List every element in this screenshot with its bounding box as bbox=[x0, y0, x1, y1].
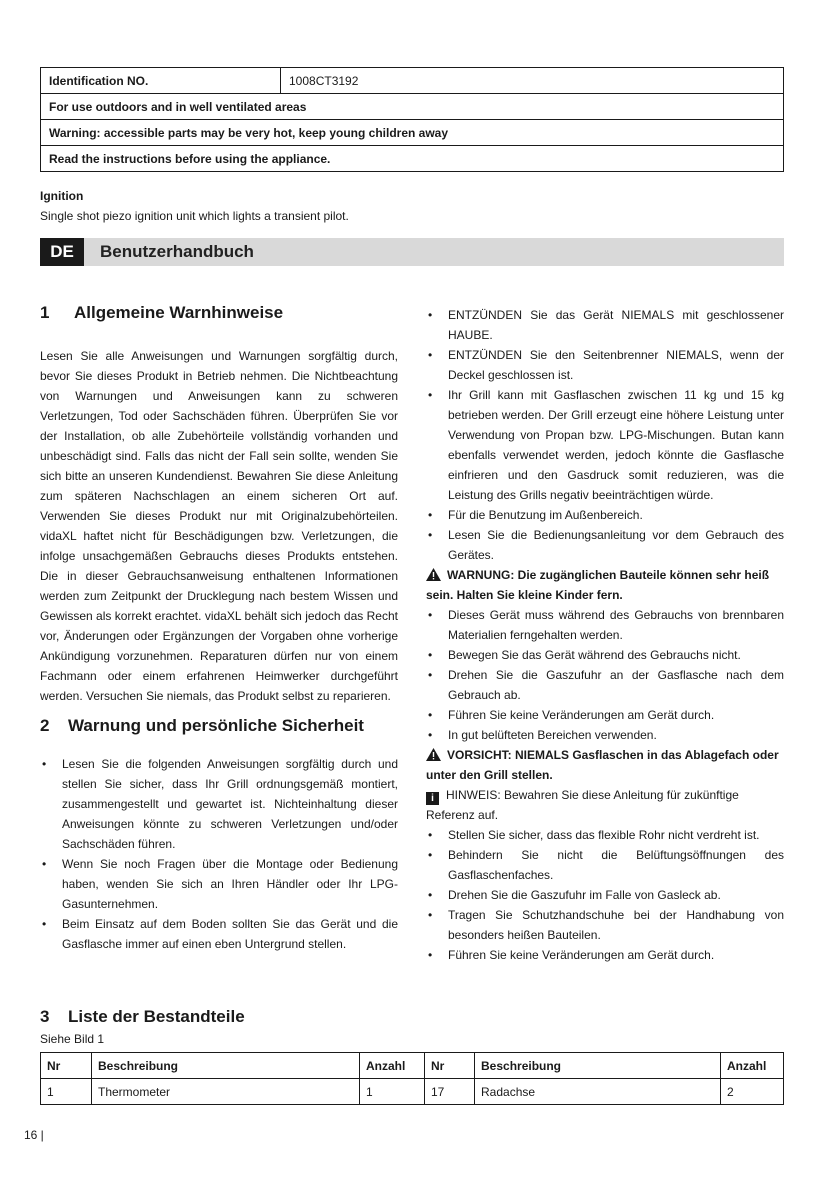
warning-hot-parts bbox=[426, 565, 784, 605]
ignition-heading: Ignition bbox=[40, 189, 84, 203]
section-2-number: 2 bbox=[40, 716, 50, 735]
table-cell: 1 bbox=[360, 1079, 425, 1105]
header-cell: Beschreibung bbox=[475, 1053, 721, 1079]
info-row-id bbox=[41, 68, 784, 94]
table-cell: Thermometer bbox=[92, 1079, 360, 1105]
table-cell: 2 bbox=[721, 1079, 784, 1105]
section-2-heading bbox=[40, 713, 398, 739]
list-item: • Wenn Sie noch Fragen über die Montage oder Bedienung haben, wenden Sie sich an Ihren Händler oder Ihr LPG-Gasunternehmen. bbox=[40, 854, 398, 914]
caution-gas-bottles bbox=[426, 745, 784, 785]
table-cell: 17 bbox=[425, 1079, 475, 1105]
section-3-number: 3 bbox=[40, 1007, 50, 1026]
list-item: • ENTZÜNDEN Sie den Seitenbrenner NIEMALS, wenn der Deckel geschlossen ist. bbox=[426, 345, 784, 385]
list-item: • Dieses Gerät muss während des Gebrauchs von brennbaren Materialien ferngehalten werden. bbox=[426, 605, 784, 645]
list-item: • Für die Benutzung im Außenbereich. bbox=[426, 505, 784, 525]
section-3-title: Liste der Bestandteile bbox=[68, 1007, 245, 1026]
warning-icon bbox=[426, 568, 441, 581]
safety-list-a bbox=[426, 305, 784, 565]
list-item: • Ihr Grill kann mit Gasflaschen zwischen 11 kg und 15 kg betrieben werden. Der Grill erzeugt eine höhere Leistung unter Verwendung von Propan bzw. LPG-Mischungen. Butan kann ebenfalls verwendet werden, jedoch könnte die Gasflasche einfrieren und den Gasdruck somit reduzieren, was die Leistung des Grills negativ beeinträchtigen würde. bbox=[426, 385, 784, 505]
list-item: • Tragen Sie Schutzhandschuhe bei der Handhabung von besonders heißen Bauteilen. bbox=[426, 905, 784, 945]
info-row-outdoor: For use outdoors and in well ventilated areas bbox=[41, 94, 784, 120]
safety-list-c bbox=[426, 825, 784, 965]
manual-title: Benutzerhandbuch bbox=[100, 242, 254, 261]
note-text: HINWEIS: Bewahren Sie diese Anleitung für zukünftige Referenz auf. bbox=[426, 788, 739, 822]
list-item: • Drehen Sie die Gaszufuhr im Falle von Gasleck ab. bbox=[426, 885, 784, 905]
caution-gas-bottles-text: VORSICHT: NIEMALS Gasflaschen in das Ablagefach oder unter den Grill stellen. bbox=[426, 748, 779, 782]
list-item: • Lesen Sie die Bedienungsanleitung vor dem Gebrauch des Gerätes. bbox=[426, 525, 784, 565]
safety-list-b bbox=[426, 605, 784, 745]
list-item: • Führen Sie keine Veränderungen am Gerät durch. bbox=[426, 945, 784, 965]
ignition-text: Single shot piezo ignition unit which lights a transient pilot. bbox=[40, 209, 349, 223]
parts-table-header bbox=[41, 1053, 784, 1079]
right-column bbox=[426, 305, 784, 965]
header-cell: Anzahl bbox=[360, 1053, 425, 1079]
list-item: • Drehen Sie die Gaszufuhr an der Gasflasche nach dem Gebrauch ab. bbox=[426, 665, 784, 705]
table-row bbox=[41, 1079, 784, 1105]
section-1-heading bbox=[40, 300, 398, 326]
section-3-subtitle: Siehe Bild 1 bbox=[40, 1032, 105, 1046]
table-cell: 1 bbox=[41, 1079, 92, 1105]
parts-section bbox=[40, 1004, 784, 1105]
list-item: • Führen Sie keine Veränderungen am Gerät durch. bbox=[426, 705, 784, 725]
section-1-title: Allgemeine Warnhinweise bbox=[74, 303, 284, 322]
header-cell: Nr bbox=[41, 1053, 92, 1079]
list-item: • Lesen Sie die folgenden Anweisungen sorgfältig durch und stellen Sie sicher, dass Ihr Grill ordnungsgemäß montiert, zusammengestellt und gewartet ist. Nichteinhaltung dieser Anweisungen könnte zu schweren Verletzungen und/oder Sachschäden führen. bbox=[40, 754, 398, 854]
language-banner bbox=[40, 238, 784, 266]
list-item: • Beim Einsatz auf dem Boden sollten Sie das Gerät und die Gasflasche immer auf einen eben Untergrund stellen. bbox=[40, 914, 398, 954]
section-1-text: Lesen Sie alle Anweisungen und Warnungen sorgfältig durch, bevor Sie dieses Produkt in Betrieb nehmen. Die Nichtbeachtung von Warnungen und Anweisungen kann zu schweren Verletzungen, Tod oder Sachschäden führen. Überprüfen Sie vor der Installation, ob alle Zubehörteile vollständig vorhanden und unbeschädigt sind. Falls das nicht der Fall sein sollte, wenden Sie sich bitte an unseren Kundendienst. Bewahren Sie diese Anleitung zum späteren Nachschlagen an einem sicheren Ort auf. Verwenden Sie dieses Produkt nur mit Originalzubehörteilen. vidaXL haftet nicht für Beschädigungen bzw. Verletzungen, die infolge unsachgemäßen Gebrauchs dieses Produkts entstehen. Die in dieser Gebrauchsanweisung enthaltenen Informationen werden zum Zeitpunkt der Drucklegung nach bestem Wissen und Gewissen als korrekt erachtet. vidaXL behält sich jedoch das Recht vor, Änderungen oder Ergänzungen der Vorgaben ohne vorherige Ankündigung vorzunehmen. Reparaturen dürfen nur von einem Fachmann oder einem erfahrenen Heimwerker durchgeführt werden. Versuchen Sie niemals, das Produkt selbst zu reparieren. bbox=[40, 349, 398, 703]
id-label: Identification NO. bbox=[41, 68, 281, 94]
section-1-number: 1 bbox=[40, 303, 50, 322]
table-cell: Radachse bbox=[475, 1079, 721, 1105]
header-cell: Anzahl bbox=[721, 1053, 784, 1079]
header-cell: Beschreibung bbox=[92, 1053, 360, 1079]
language-code: DE bbox=[40, 238, 84, 266]
info-row-instructions: Read the instructions before using the appliance. bbox=[41, 146, 784, 172]
section-2-list bbox=[40, 754, 398, 954]
left-column bbox=[40, 300, 398, 954]
section-2-title: Warnung und persönliche Sicherheit bbox=[68, 716, 364, 735]
list-item: • Bewegen Sie das Gerät während des Gebrauchs nicht. bbox=[426, 645, 784, 665]
list-item: • Behindern Sie nicht die Belüftungsöffnungen des Gasflaschenfaches. bbox=[426, 845, 784, 885]
list-item: • In gut belüfteten Bereichen verwenden. bbox=[426, 725, 784, 745]
info-icon: i bbox=[426, 792, 439, 805]
note-block bbox=[426, 785, 784, 825]
warning-hot-parts-text: WARNUNG: Die zugänglichen Bauteile können sehr heiß sein. Halten Sie kleine Kinder fern. bbox=[426, 568, 770, 602]
page-number: 16 | bbox=[24, 1128, 44, 1142]
parts-table bbox=[40, 1052, 784, 1105]
id-value: 1008CT3192 bbox=[281, 68, 784, 94]
list-item: • Stellen Sie sicher, dass das flexible Rohr nicht verdreht ist. bbox=[426, 825, 784, 845]
info-row-warning: Warning: accessible parts may be very hot, keep young children away bbox=[41, 120, 784, 146]
header-cell: Nr bbox=[425, 1053, 475, 1079]
ignition-block bbox=[40, 186, 784, 226]
info-table bbox=[40, 67, 784, 172]
warning-icon bbox=[426, 748, 441, 761]
section-3-heading bbox=[40, 1004, 784, 1030]
list-item: • ENTZÜNDEN Sie das Gerät NIEMALS mit geschlossener HAUBE. bbox=[426, 305, 784, 345]
